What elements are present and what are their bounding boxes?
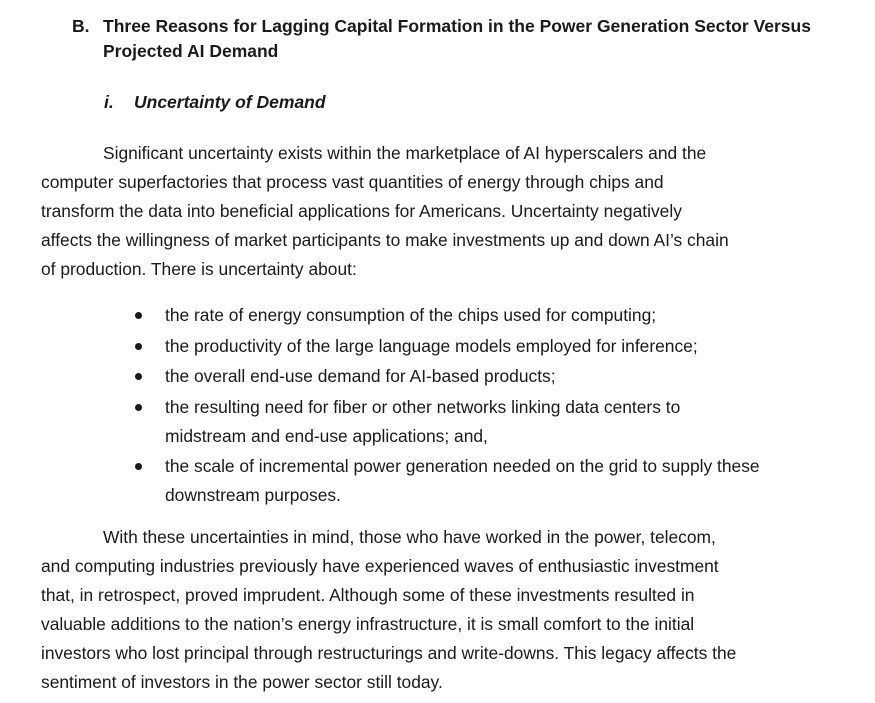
list-item-text bbox=[165, 362, 556, 391]
list-item-line: midstream and end-use applications; and, bbox=[165, 425, 488, 446]
subsection-heading-text: Uncertainty of Demand bbox=[134, 92, 326, 112]
paragraph-line: Significant uncertainty exists within the marketplace of AI hyperscalers and the bbox=[103, 143, 707, 163]
list-item-line: downstream purposes. bbox=[165, 485, 341, 505]
list-item bbox=[130, 452, 860, 510]
uncertainty-bullet-list bbox=[130, 301, 860, 512]
subsection-heading-marker: i. bbox=[104, 92, 114, 112]
section-heading bbox=[72, 14, 862, 64]
list-item-line: the overall end-use demand for AI-based products; bbox=[165, 366, 556, 386]
paragraph-line: that, in retrospect, proved imprudent. Although some of these investments resulted in bbox=[41, 585, 695, 605]
list-item bbox=[130, 332, 860, 361]
bullet-icon bbox=[130, 362, 165, 391]
paragraph-line: affects the willingness of market participants to make investments up and down AI’s chain bbox=[41, 230, 729, 250]
paragraph-line: valuable additions to the nation’s energy infrastructure, it is small comfort to the initial bbox=[41, 614, 695, 634]
bullet-icon bbox=[130, 301, 165, 330]
list-item-text bbox=[165, 393, 680, 451]
paragraph-line: of production. There is uncertainty about: bbox=[41, 259, 357, 279]
section-heading-marker: B. bbox=[72, 16, 90, 36]
paragraph-legacy bbox=[41, 523, 853, 697]
list-item-line: the scale of incremental power generation needed on the grid to supply these bbox=[165, 456, 760, 476]
paragraph-line: and computing industries previously have experienced waves of enthusiastic investment bbox=[41, 556, 719, 576]
list-item-text bbox=[165, 332, 698, 361]
section-heading-line: Projected AI Demand bbox=[103, 41, 279, 61]
list-item-text bbox=[165, 452, 760, 510]
paragraph-line: With these uncertainties in mind, those who have worked in the power, telecom, bbox=[103, 527, 716, 547]
subsection-heading bbox=[104, 90, 326, 115]
paragraph-line: computer superfactories that process vast quantities of energy through chips and bbox=[41, 172, 664, 192]
list-item-line: the resulting need for fiber or other networks linking data centers to bbox=[165, 396, 681, 417]
list-item-line: the productivity of the large language models employed for inference; bbox=[165, 335, 698, 356]
section-heading-text bbox=[103, 14, 862, 64]
paragraph-uncertainty bbox=[41, 139, 853, 284]
list-item-line: the rate of energy consumption of the chips used for computing; bbox=[165, 305, 657, 325]
paragraph-line: investors who lost principal through restructurings and write-downs. This legacy affects the bbox=[41, 643, 737, 663]
bullet-icon bbox=[130, 452, 165, 510]
list-item bbox=[130, 362, 860, 391]
paragraph-line: transform the data into beneficial applications for Americans. Uncertainty negatively bbox=[41, 201, 682, 221]
section-heading-line: Three Reasons for Lagging Capital Formation in the Power Generation Sector Versus bbox=[103, 16, 811, 36]
paragraph-line: sentiment of investors in the power sector still today. bbox=[41, 672, 443, 692]
bullet-icon bbox=[130, 393, 165, 451]
bullet-icon bbox=[130, 332, 165, 361]
list-item bbox=[130, 393, 860, 451]
list-item bbox=[130, 301, 860, 330]
list-item-text bbox=[165, 301, 656, 330]
